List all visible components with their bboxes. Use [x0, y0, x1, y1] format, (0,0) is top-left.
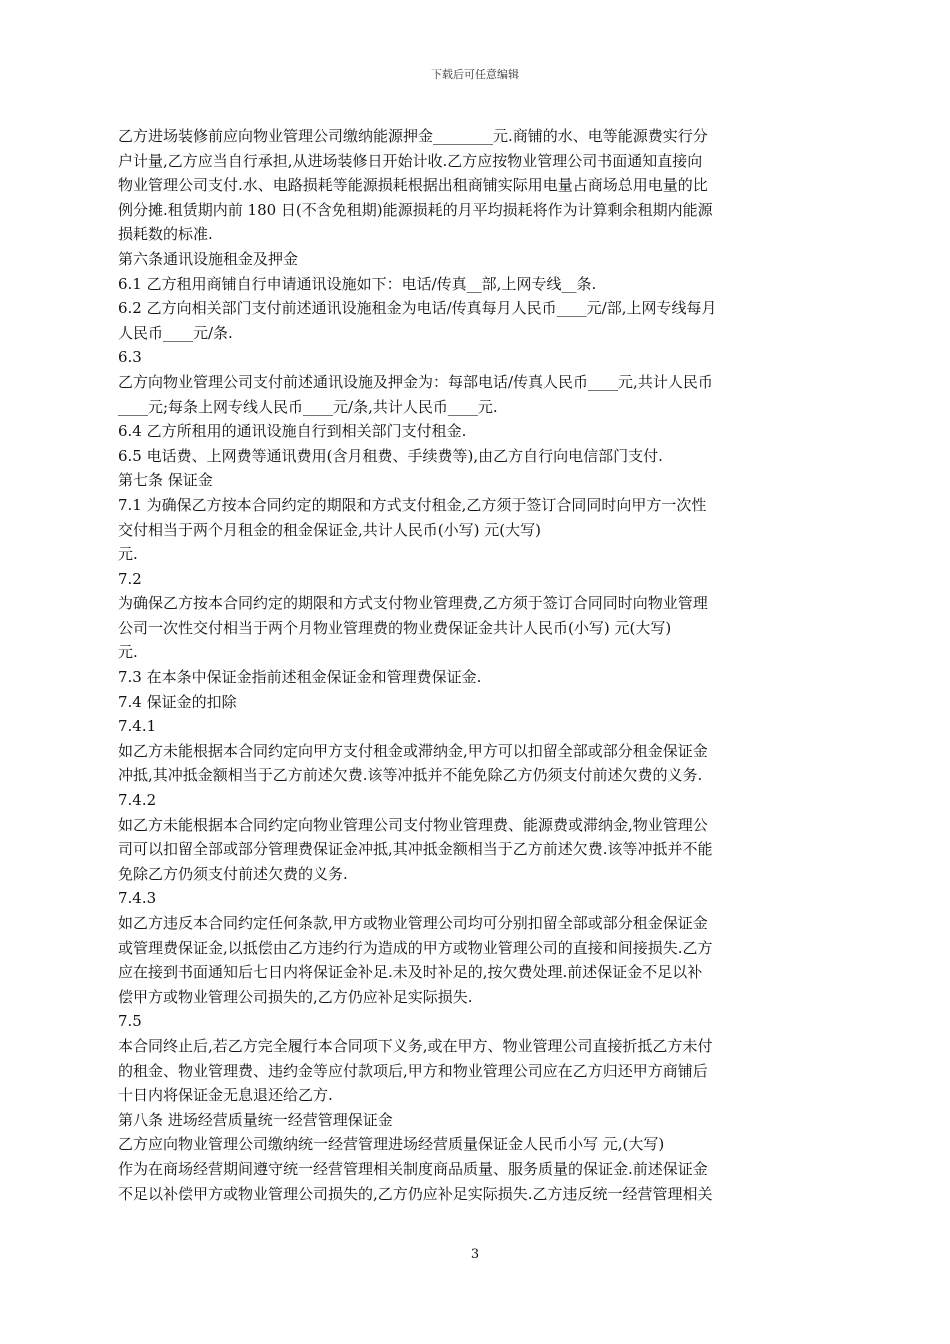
text-line: 作为在商场经营期间遵守统一经营管理相关制度商品质量、服务质量的保证金.前述保证金 — [118, 1159, 708, 1178]
text-line: ____元;每条上网专线人民币____元/条,共计人民币____元. — [118, 397, 498, 416]
text-line: 乙方应向物业管理公司缴纳统一经营管理进场经营质量保证金人民币小写 元,(大写) — [118, 1135, 665, 1154]
page-number: 3 — [470, 1247, 480, 1262]
text-line: 7.1 为确保乙方按本合同约定的期限和方式支付租金,乙方须于签订合同同时向甲方一次性 — [118, 495, 707, 514]
text-line: 元. — [118, 643, 138, 662]
document-body — [118, 124, 808, 1206]
text-line: 免除乙方仍须支付前述欠费的义务. — [118, 864, 348, 883]
text-line: 为确保乙方按本合同约定的期限和方式支付物业管理费,乙方须于签订合同同时向物业管理 — [118, 594, 708, 613]
text-line: 应在接到书面通知后七日内将保证金补足.未及时补足的,按欠费处理.前述保证金不足以补 — [118, 963, 703, 982]
text-line: 十日内将保证金无息退还给乙方. — [118, 1086, 333, 1105]
text-line: 6.1 乙方租用商铺自行申请通讯设施如下：电话/传真__部,上网专线__条. — [118, 274, 597, 293]
text-line: 如乙方未能根据本合同约定向甲方支付租金或滞纳金,甲方可以扣留全部或部分租金保证金 — [118, 741, 708, 760]
text-line: 户计量,乙方应当自行承担,从进场装修日开始计收.乙方应按物业管理公司书面通知直接向 — [118, 151, 703, 170]
text-line: 7.5 — [118, 1012, 142, 1031]
text-line: 7.4.3 — [118, 889, 157, 908]
text-line: 元. — [118, 545, 138, 564]
text-line: 7.4 保证金的扣除 — [118, 692, 237, 711]
text-line: 7.2 — [118, 569, 142, 588]
text-line: 第七条 保证金 — [118, 471, 213, 490]
text-line: 6.2 乙方向相关部门支付前述通讯设施租金为电话/传真每月人民币____元/部,上网专线每月 — [118, 299, 717, 318]
text-line: 的租金、物业管理费、违约金等应付款项后,甲方和物业管理公司应在乙方归还甲方商铺后 — [118, 1061, 708, 1080]
text-line: 公司一次性交付相当于两个月物业管理费的物业费保证金共计人民币(小写) 元(大写) — [118, 618, 672, 637]
text-line: 交付相当于两个月租金的租金保证金,共计人民币(小写) 元(大写) — [118, 520, 541, 539]
text-line: 损耗数的标准. — [118, 225, 213, 244]
text-line: 或管理费保证金,以抵偿由乙方违约行为造成的甲方或物业管理公司的直接和间接损失.乙方 — [118, 938, 713, 957]
text-line: 6.3 — [118, 348, 142, 367]
text-line: 本合同终止后,若乙方完全履行本合同项下义务,或在甲方、物业管理公司直接折抵乙方未付 — [118, 1036, 713, 1055]
text-line: 7.4.2 — [118, 791, 157, 810]
text-line: 人民币____元/条. — [118, 323, 233, 342]
text-line: 不足以补偿甲方或物业管理公司损失的,乙方仍应补足实际损失.乙方违反统一经营管理相关 — [118, 1184, 713, 1203]
text-line: 第六条通讯设施租金及押金 — [118, 249, 299, 268]
text-line: 物业管理公司支付.水、电路损耗等能源损耗根据出租商铺实际用电量占商场总用电量的比 — [118, 176, 708, 195]
text-line: 乙方向物业管理公司支付前述通讯设施及押金为：每部电话/传真人民币____元,共计人民币 — [118, 372, 713, 391]
text-line: 偿甲方或物业管理公司损失的,乙方仍应补足实际损失. — [118, 987, 473, 1006]
text-line: 例分摊.租赁期内前 180 日(不含免租期)能源损耗的月平均损耗将作为计算剩余租期内能源 — [118, 200, 713, 219]
text-line: 7.4.1 — [118, 717, 157, 736]
text-line: 乙方进场装修前应向物业管理公司缴纳能源押金________元.商铺的水、电等能源费实行分 — [118, 127, 708, 145]
page-header: 下载后可任意编辑 — [431, 68, 519, 81]
text-line: 第八条 进场经营质量统一经营管理保证金 — [118, 1110, 393, 1129]
text-line: 如乙方违反本合同约定任何条款,甲方或物业管理公司均可分别扣留全部或部分租金保证金 — [118, 914, 708, 932]
text-line: 7.3 在本条中保证金指前述租金保证金和管理费保证金. — [118, 668, 482, 687]
text-line: 司可以扣留全部或部分管理费保证金冲抵,其冲抵金额相当于乙方前述欠费.该等冲抵并不能 — [118, 840, 713, 859]
text-line: 6.5 电话费、上网费等通讯费用(含月租费、手续费等),由乙方自行向电信部门支付. — [118, 446, 663, 465]
text-line: 冲抵,其冲抵金额相当于乙方前述欠费.该等冲抵并不能免除乙方仍须支付前述欠费的义务. — [118, 766, 703, 785]
text-line: 如乙方未能根据本合同约定向物业管理公司支付物业管理费、能源费或滞纳金,物业管理公 — [118, 815, 708, 834]
text-line: 6.4 乙方所租用的通讯设施自行到相关部门支付租金. — [118, 422, 467, 441]
